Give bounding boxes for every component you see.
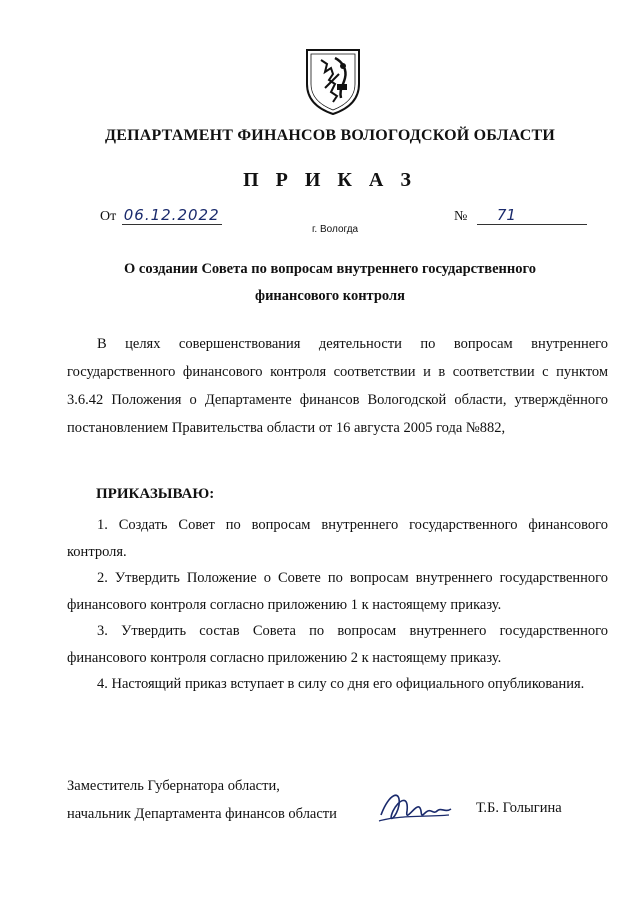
order-item-2: 2. Утвердить Положение о Совете по вопросам внутреннего государственного финансового контроля согласно приложению 1 к настоящему приказу. <box>67 570 608 613</box>
department-name: ДЕПАРТАМЕНТ ФИНАНСОВ ВОЛОГОДСКОЙ ОБЛАСТИ <box>104 127 556 144</box>
number-value: 71 <box>477 206 587 225</box>
order-items <box>67 512 608 698</box>
coat-of-arms-icon <box>303 44 363 116</box>
handwritten-signature-icon <box>375 785 455 829</box>
date-line <box>100 206 222 225</box>
document-subject <box>70 256 590 310</box>
subject-line-1: О создании Совета по вопросам внутреннего государственного <box>124 261 536 277</box>
signatory-name: Т.Б. Голыгина <box>476 800 562 816</box>
city: г. Вологда <box>312 224 359 235</box>
date-value: 06.12.2022 <box>123 206 220 224</box>
order-item-3: 3. Утвердить состав Совета по вопросам внутреннего государственного финансового контроля согласно приложению 2 к настоящему приказу. <box>67 623 608 666</box>
order-item-4: 4. Настоящий приказ вступает в силу со дня его официального опубликования. <box>97 676 585 692</box>
position-line-2: начальник Департамента финансов области <box>67 806 337 822</box>
order-item-1: 1. Создать Совет по вопросам внутреннего государственного финансового контроля. <box>67 517 608 560</box>
subject-line-2: финансового контроля <box>255 288 405 304</box>
order-heading: ПРИКАЗЫВАЮ: <box>96 486 215 502</box>
number-line <box>454 206 587 225</box>
position-line-1: Заместитель Губернатора области, <box>67 778 280 794</box>
date-prefix: От <box>100 209 117 224</box>
number-prefix: № <box>454 209 468 224</box>
signatory-position <box>67 772 337 828</box>
preamble-paragraph: В целях совершенствования деятельности по вопросам внутреннего государственного финансового контроля соответствии и в соответствии с пунктом 3.6.42 Положения о Департаменте финансов Вологодской области, утверждённого постановлением Правительства области от 16 августа 2005 года №882, <box>67 336 608 436</box>
document-type: П Р И К А З <box>243 169 417 191</box>
